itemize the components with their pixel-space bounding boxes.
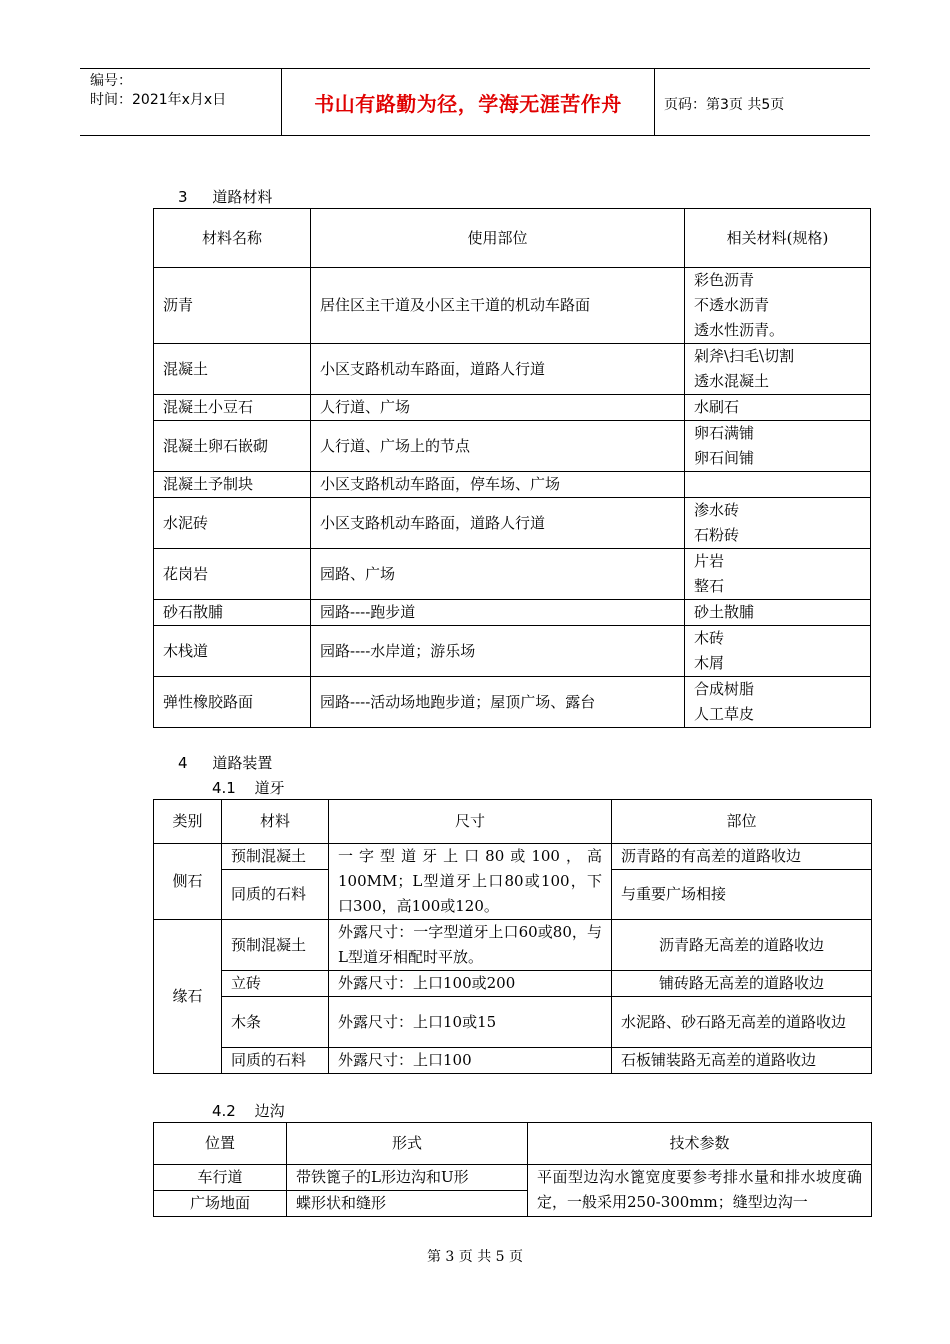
material-related <box>685 472 871 498</box>
table-row <box>154 600 871 626</box>
material-name: 混凝土小豆石 <box>154 395 311 421</box>
related-item: 卵石间铺 <box>694 449 755 467</box>
material-related <box>685 421 871 472</box>
material-name: 混凝土予制块 <box>154 472 311 498</box>
section4-2-number: 4.2 <box>212 1102 236 1120</box>
material-name: 木栈道 <box>154 626 311 677</box>
related-item: 砂土散脯 <box>694 603 755 621</box>
header-top-rule <box>80 68 870 69</box>
curb-header-row <box>154 800 872 844</box>
material-name: 沥青 <box>154 268 311 344</box>
curb-material: 同质的石料 <box>222 870 329 920</box>
material-name: 水泥砖 <box>154 498 311 549</box>
materials-header-use: 使用部位 <box>311 209 685 268</box>
curb-size: 一字型道牙上口80或100，高100MM；L型道牙上口80或100，下口300，高100或120。 <box>329 844 612 920</box>
curb-part: 水泥路、砂石路无高差的道路收边 <box>612 997 872 1048</box>
curb-category: 缘石 <box>154 920 222 1074</box>
related-item: 剁斧\扫毛\切割 <box>694 347 795 365</box>
header-divider-right <box>654 68 655 135</box>
material-use: 人行道、广场 <box>311 395 685 421</box>
related-item: 人工草皮 <box>694 705 755 723</box>
header-page-label: 页码：第3页 共5页 <box>664 97 785 113</box>
gutter-header-row <box>154 1123 872 1165</box>
related-item: 整石 <box>694 577 725 595</box>
material-use: 小区支路机动车路面，道路人行道 <box>311 344 685 395</box>
gutter-table <box>153 1122 872 1217</box>
related-item: 卵石满铺 <box>694 424 755 442</box>
header-bottom-rule <box>80 135 870 136</box>
material-use: 园路----水岸道；游乐场 <box>311 626 685 677</box>
material-name: 弹性橡胶路面 <box>154 677 311 728</box>
material-related <box>685 549 871 600</box>
curb-table <box>153 799 872 1074</box>
table-row <box>154 844 872 870</box>
section4-2-title: 边沟 <box>254 1102 285 1120</box>
table-row <box>154 268 871 344</box>
material-use: 小区支路机动车路面，道路人行道 <box>311 498 685 549</box>
table-row <box>154 626 871 677</box>
related-item: 渗水砖 <box>694 501 740 519</box>
material-use: 居住区主干道及小区主干道的机动车路面 <box>311 268 685 344</box>
materials-header-row <box>154 209 871 268</box>
table-row <box>154 971 872 997</box>
section4-heading <box>178 752 272 773</box>
material-related <box>685 395 871 421</box>
section4-number: 4 <box>178 754 188 772</box>
table-row <box>154 1165 872 1191</box>
curb-size: 外露尺寸：上口100或200 <box>329 971 612 997</box>
materials-header-related: 相关材料(规格) <box>685 209 871 268</box>
table-row <box>154 421 871 472</box>
curb-header-material: 材料 <box>222 800 329 844</box>
table-row <box>154 997 872 1048</box>
curb-part: 沥青路无高差的道路收边 <box>612 920 872 971</box>
curb-part: 铺砖路无高差的道路收边 <box>612 971 872 997</box>
table-row <box>154 498 871 549</box>
related-item: 透水混凝土 <box>694 372 770 390</box>
header-meta <box>90 72 226 110</box>
material-use: 园路----活动场地跑步道；屋顶广场、露台 <box>311 677 685 728</box>
related-item: 彩色沥青 <box>694 271 755 289</box>
section3-number: 3 <box>178 188 188 206</box>
material-use: 人行道、广场上的节点 <box>311 421 685 472</box>
material-related <box>685 344 871 395</box>
curb-part: 石板铺装路无高差的道路收边 <box>612 1048 872 1074</box>
table-row <box>154 395 871 421</box>
materials-table <box>153 208 871 728</box>
table-row <box>154 344 871 395</box>
curb-size: 外露尺寸：一字型道牙上口60或80，与L型道牙相配时平放。 <box>329 920 612 971</box>
section4-1-heading <box>212 777 285 798</box>
related-item: 石粉砖 <box>694 526 740 544</box>
curb-material: 同质的石料 <box>222 1048 329 1074</box>
gutter-position: 车行道 <box>154 1165 287 1191</box>
gutter-position: 广场地面 <box>154 1191 287 1217</box>
section4-1-number: 4.1 <box>212 779 236 797</box>
table-row <box>154 472 871 498</box>
material-use: 园路、广场 <box>311 549 685 600</box>
table-row <box>154 1048 872 1074</box>
section3-title: 道路材料 <box>212 188 273 206</box>
material-related <box>685 268 871 344</box>
gutter-header-form: 形式 <box>287 1123 528 1165</box>
section4-1-title: 道牙 <box>254 779 285 797</box>
curb-category: 侧石 <box>154 844 222 920</box>
related-item: 不透水沥青 <box>694 296 770 314</box>
curb-size: 外露尺寸：上口100 <box>329 1048 612 1074</box>
curb-header-size: 尺寸 <box>329 800 612 844</box>
related-item: 水刷石 <box>694 398 740 416</box>
material-use: 园路----跑步道 <box>311 600 685 626</box>
curb-header-category: 类别 <box>154 800 222 844</box>
curb-size: 外露尺寸：上口10或15 <box>329 997 612 1048</box>
header-motto: 书山有路勤为径，学海无涯苦作舟 <box>314 92 622 116</box>
material-related <box>685 600 871 626</box>
gutter-form: 蝶形状和缝形 <box>287 1191 528 1217</box>
material-related <box>685 677 871 728</box>
section4-title: 道路装置 <box>212 754 273 772</box>
table-row <box>154 549 871 600</box>
curb-header-part: 部位 <box>612 800 872 844</box>
material-name: 混凝土卵石嵌砌 <box>154 421 311 472</box>
curb-material: 预制混凝土 <box>222 920 329 971</box>
table-row <box>154 677 871 728</box>
section3-heading <box>178 186 272 207</box>
page-footer: 第 3 页 共 5 页 <box>426 1249 524 1265</box>
gutter-header-position: 位置 <box>154 1123 287 1165</box>
curb-part: 沥青路的有高差的道路收边 <box>612 844 872 870</box>
material-name: 砂石散脯 <box>154 600 311 626</box>
material-related <box>685 498 871 549</box>
material-use: 小区支路机动车路面，停车场、广场 <box>311 472 685 498</box>
material-related <box>685 626 871 677</box>
header-number-label: 编号： <box>90 73 132 89</box>
related-item: 透水性沥青。 <box>694 321 785 339</box>
curb-material: 预制混凝土 <box>222 844 329 870</box>
section4-2-heading <box>212 1100 285 1121</box>
curb-material: 木条 <box>222 997 329 1048</box>
gutter-form: 带铁篦子的L形边沟和U形 <box>287 1165 528 1191</box>
table-row <box>154 920 872 971</box>
material-name: 花岗岩 <box>154 549 311 600</box>
curb-part: 与重要广场相接 <box>612 870 872 920</box>
materials-header-name: 材料名称 <box>154 209 311 268</box>
material-name: 混凝土 <box>154 344 311 395</box>
gutter-header-tech: 技术参数 <box>528 1123 872 1165</box>
header-time-label: 时间：2021年x月x日 <box>90 92 227 108</box>
gutter-tech: 平面型边沟水篦宽度要参考排水量和排水坡度确定，一般采用250-300mm；缝型边沟一 <box>528 1165 872 1217</box>
related-item: 合成树脂 <box>694 680 755 698</box>
curb-material: 立砖 <box>222 971 329 997</box>
related-item: 木砖 <box>694 629 725 647</box>
related-item: 木屑 <box>694 654 725 672</box>
related-item: 片岩 <box>694 552 725 570</box>
